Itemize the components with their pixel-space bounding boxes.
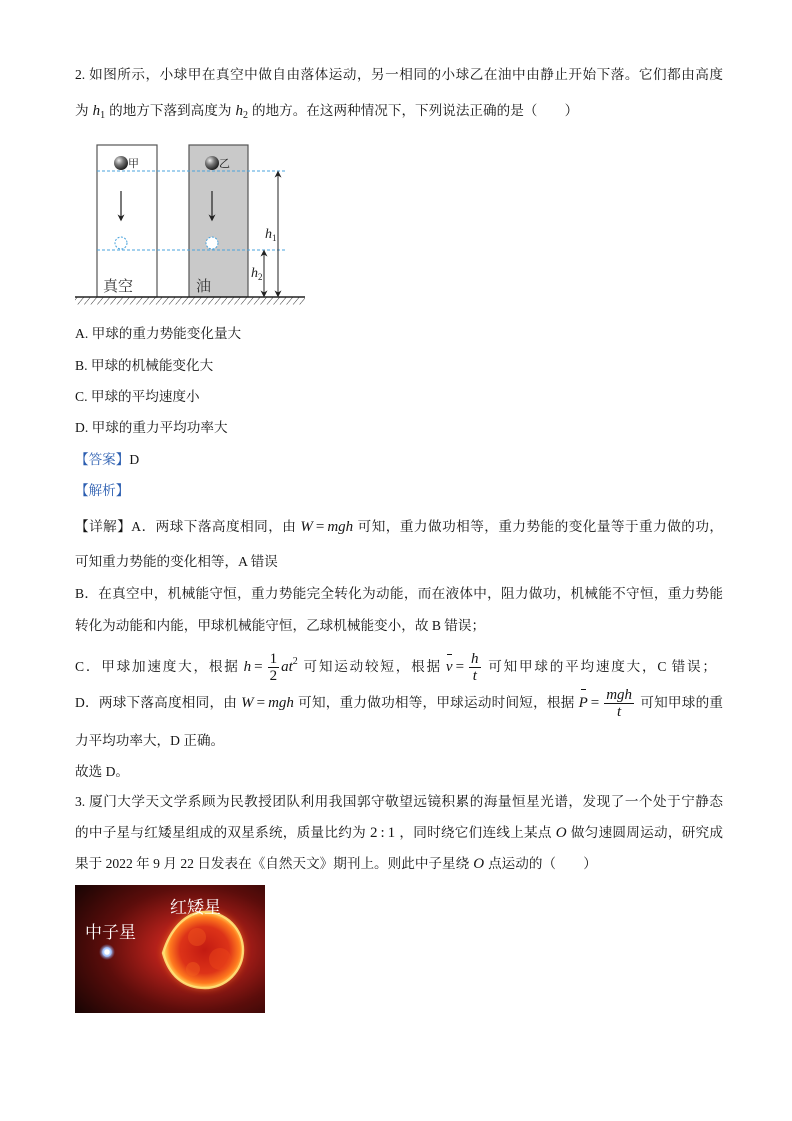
ball-yi [205, 156, 219, 170]
stem-text: 点运动的（ ） [488, 856, 597, 871]
ball-yi-final-position [206, 237, 218, 249]
q2-stem-line-2 [75, 101, 578, 121]
q2-stem-line-1: 2. 如图所示，小球甲在真空中做自由落体运动，另一相同的小球乙在油中由静止开始下落。它们都由高度 [75, 67, 723, 82]
h1-sub: 1 [100, 110, 106, 121]
eq-op: = [455, 659, 465, 675]
explanation-text: 【详解】A．两球下落高度相同，由 [75, 519, 297, 534]
h1-label [265, 227, 277, 243]
eq-exponent: 2 [292, 656, 298, 667]
explanation-line-1 [75, 517, 723, 537]
stem-text: 的地方。在这两种情况下，下列说法正确的是（ ） [251, 103, 579, 118]
medium-oil-label: 油 [196, 279, 212, 295]
fraction-denominator: 2 [269, 668, 278, 685]
option-a [75, 324, 241, 344]
fraction-numerator: 1 [269, 651, 278, 668]
fraction-one-half [268, 651, 280, 684]
explanation-line-7: 力平均功率大，D 正确。 [75, 733, 225, 748]
mass-ratio [370, 825, 395, 841]
explanation-text: 可知运动较短，根据 [301, 659, 442, 674]
stem-text: 的中子星与红矮星组成的双星系统，质量比约为 [75, 825, 366, 840]
medium-vacuum-label: 真空 [103, 279, 134, 295]
h2-var: h [235, 103, 243, 119]
h2-label [251, 266, 263, 282]
explanation-line-6 [75, 687, 723, 721]
red-dwarf-surface-spot [186, 962, 200, 976]
h1-var: h [92, 103, 101, 119]
option-d [75, 418, 228, 438]
eq-op: = [254, 659, 263, 675]
explanation-line-2: 可知重力势能的变化相等，A 错误 [75, 554, 278, 569]
stem-text: 为 [75, 103, 89, 118]
h2-label-sub: 2 [258, 272, 263, 282]
h2-symbol [235, 103, 248, 121]
explanation-text: 可知，重力做功相等，甲球运动时间短，根据 [297, 695, 575, 710]
explanation-line-3: B．在真空中，机械能守恒，重力势能完全转化为动能，而在液体中，阻力做功，机械能不守恒，重力势能 [75, 586, 723, 601]
option-label: B. [75, 358, 88, 373]
fraction-mgh-over-t [604, 687, 634, 720]
explanation-text: 可知甲球的重 [640, 695, 723, 710]
option-label: D. [75, 420, 89, 435]
fraction-denominator: t [472, 668, 477, 685]
point-o: O [555, 825, 567, 841]
ratio-a: 2 [369, 825, 378, 841]
explanation-line-8: 故选 D。 [75, 764, 129, 779]
neutron-star-label: 中子星 [85, 923, 136, 942]
ground-hatch [75, 298, 305, 305]
answer-value: D [129, 452, 140, 467]
red-dwarf-label: 红矮星 [170, 898, 221, 917]
answer-line [75, 450, 139, 470]
eq-lhs: h [243, 659, 252, 675]
h1-label-sub: 1 [272, 233, 277, 243]
displacement-equation [243, 651, 298, 685]
explanation-line-5 [75, 651, 717, 685]
option-c [75, 387, 200, 407]
option-text: 甲球的机械能变化大 [90, 358, 214, 373]
explanation-line-4: 转化为动能和内能，甲球机械能守恒，乙球机械能变小，故 B 错误； [75, 618, 486, 633]
stem-text: ，同时绕它们连线上某点 [399, 825, 552, 840]
ball-jia [114, 156, 128, 170]
option-label: C. [75, 389, 88, 404]
point-o: O [473, 856, 485, 872]
eq-lhs: W [300, 519, 313, 535]
ratio-b: 1 [387, 825, 396, 841]
h2-sub: 2 [242, 110, 248, 121]
binary-star-image [75, 885, 265, 1013]
ball-yi-label: 乙 [219, 158, 230, 170]
free-fall-figure [70, 140, 310, 310]
eq-op: = [315, 519, 325, 535]
fraction-numerator: mgh [606, 687, 633, 704]
eq-lhs-average-v: v [445, 659, 453, 675]
h1-symbol [92, 103, 106, 121]
eq-term: at [281, 659, 293, 675]
work-equation [241, 695, 294, 710]
average-velocity-equation [445, 651, 483, 685]
stem-text: 果于 2022 年 9 月 22 日发表在《自然天文》期刊上。则此中子星绕 [75, 856, 470, 871]
q3-stem-line-3 [75, 854, 597, 874]
h1-label-var: h [265, 227, 272, 242]
q3-stem-line-1: 3. 厦门大学天文学系顾为民教授团队利用我国郭守敬望远镜积累的海量恒星光谱，发现了一个处于宁静态 [75, 794, 723, 809]
option-text: 甲球的平均速度小 [90, 389, 200, 404]
ratio-separator: : [380, 825, 385, 841]
q3-stem-line-2 [75, 823, 723, 843]
eq-rhs: mgh [327, 519, 354, 535]
explanation-text: 可知，重力做功相等，重力势能的变化量等于重力做的功， [357, 519, 723, 534]
option-text: 甲球的重力势能变化量大 [91, 326, 242, 341]
analysis-tag: 【解析】 [75, 483, 130, 498]
work-equation [300, 519, 353, 534]
stem-text: 做匀速圆周运动，研究成 [570, 825, 724, 840]
average-power-equation [578, 687, 636, 721]
h2-label-var: h [251, 266, 258, 281]
option-text: 甲球的重力平均功率大 [91, 420, 228, 435]
fraction-h-over-t [469, 651, 481, 684]
option-b [75, 356, 213, 376]
vacuum-tube [97, 145, 157, 297]
explanation-text: D．两球下落高度相同，由 [75, 695, 238, 710]
option-label: A. [75, 326, 89, 341]
stem-text: 的地方下落到高度为 [109, 103, 232, 118]
red-dwarf-surface-spot [209, 948, 231, 970]
neutron-star [104, 949, 109, 954]
explanation-text: 可知甲球的平均速度大，C 错误； [486, 659, 717, 674]
ball-jia-label: 甲 [128, 158, 139, 170]
explanation-text: C．甲球加速度大，根据 [75, 659, 240, 674]
eq-op: = [256, 695, 266, 711]
answer-tag: 【答案】 [75, 452, 130, 467]
eq-lhs: W [241, 695, 254, 711]
eq-rhs: mgh [268, 695, 294, 711]
red-dwarf-surface-spot [188, 928, 206, 946]
eq-lhs-average-p: P [578, 695, 588, 711]
fraction-numerator: h [471, 651, 479, 668]
fraction-denominator: t [617, 704, 622, 721]
eq-op: = [590, 695, 600, 711]
